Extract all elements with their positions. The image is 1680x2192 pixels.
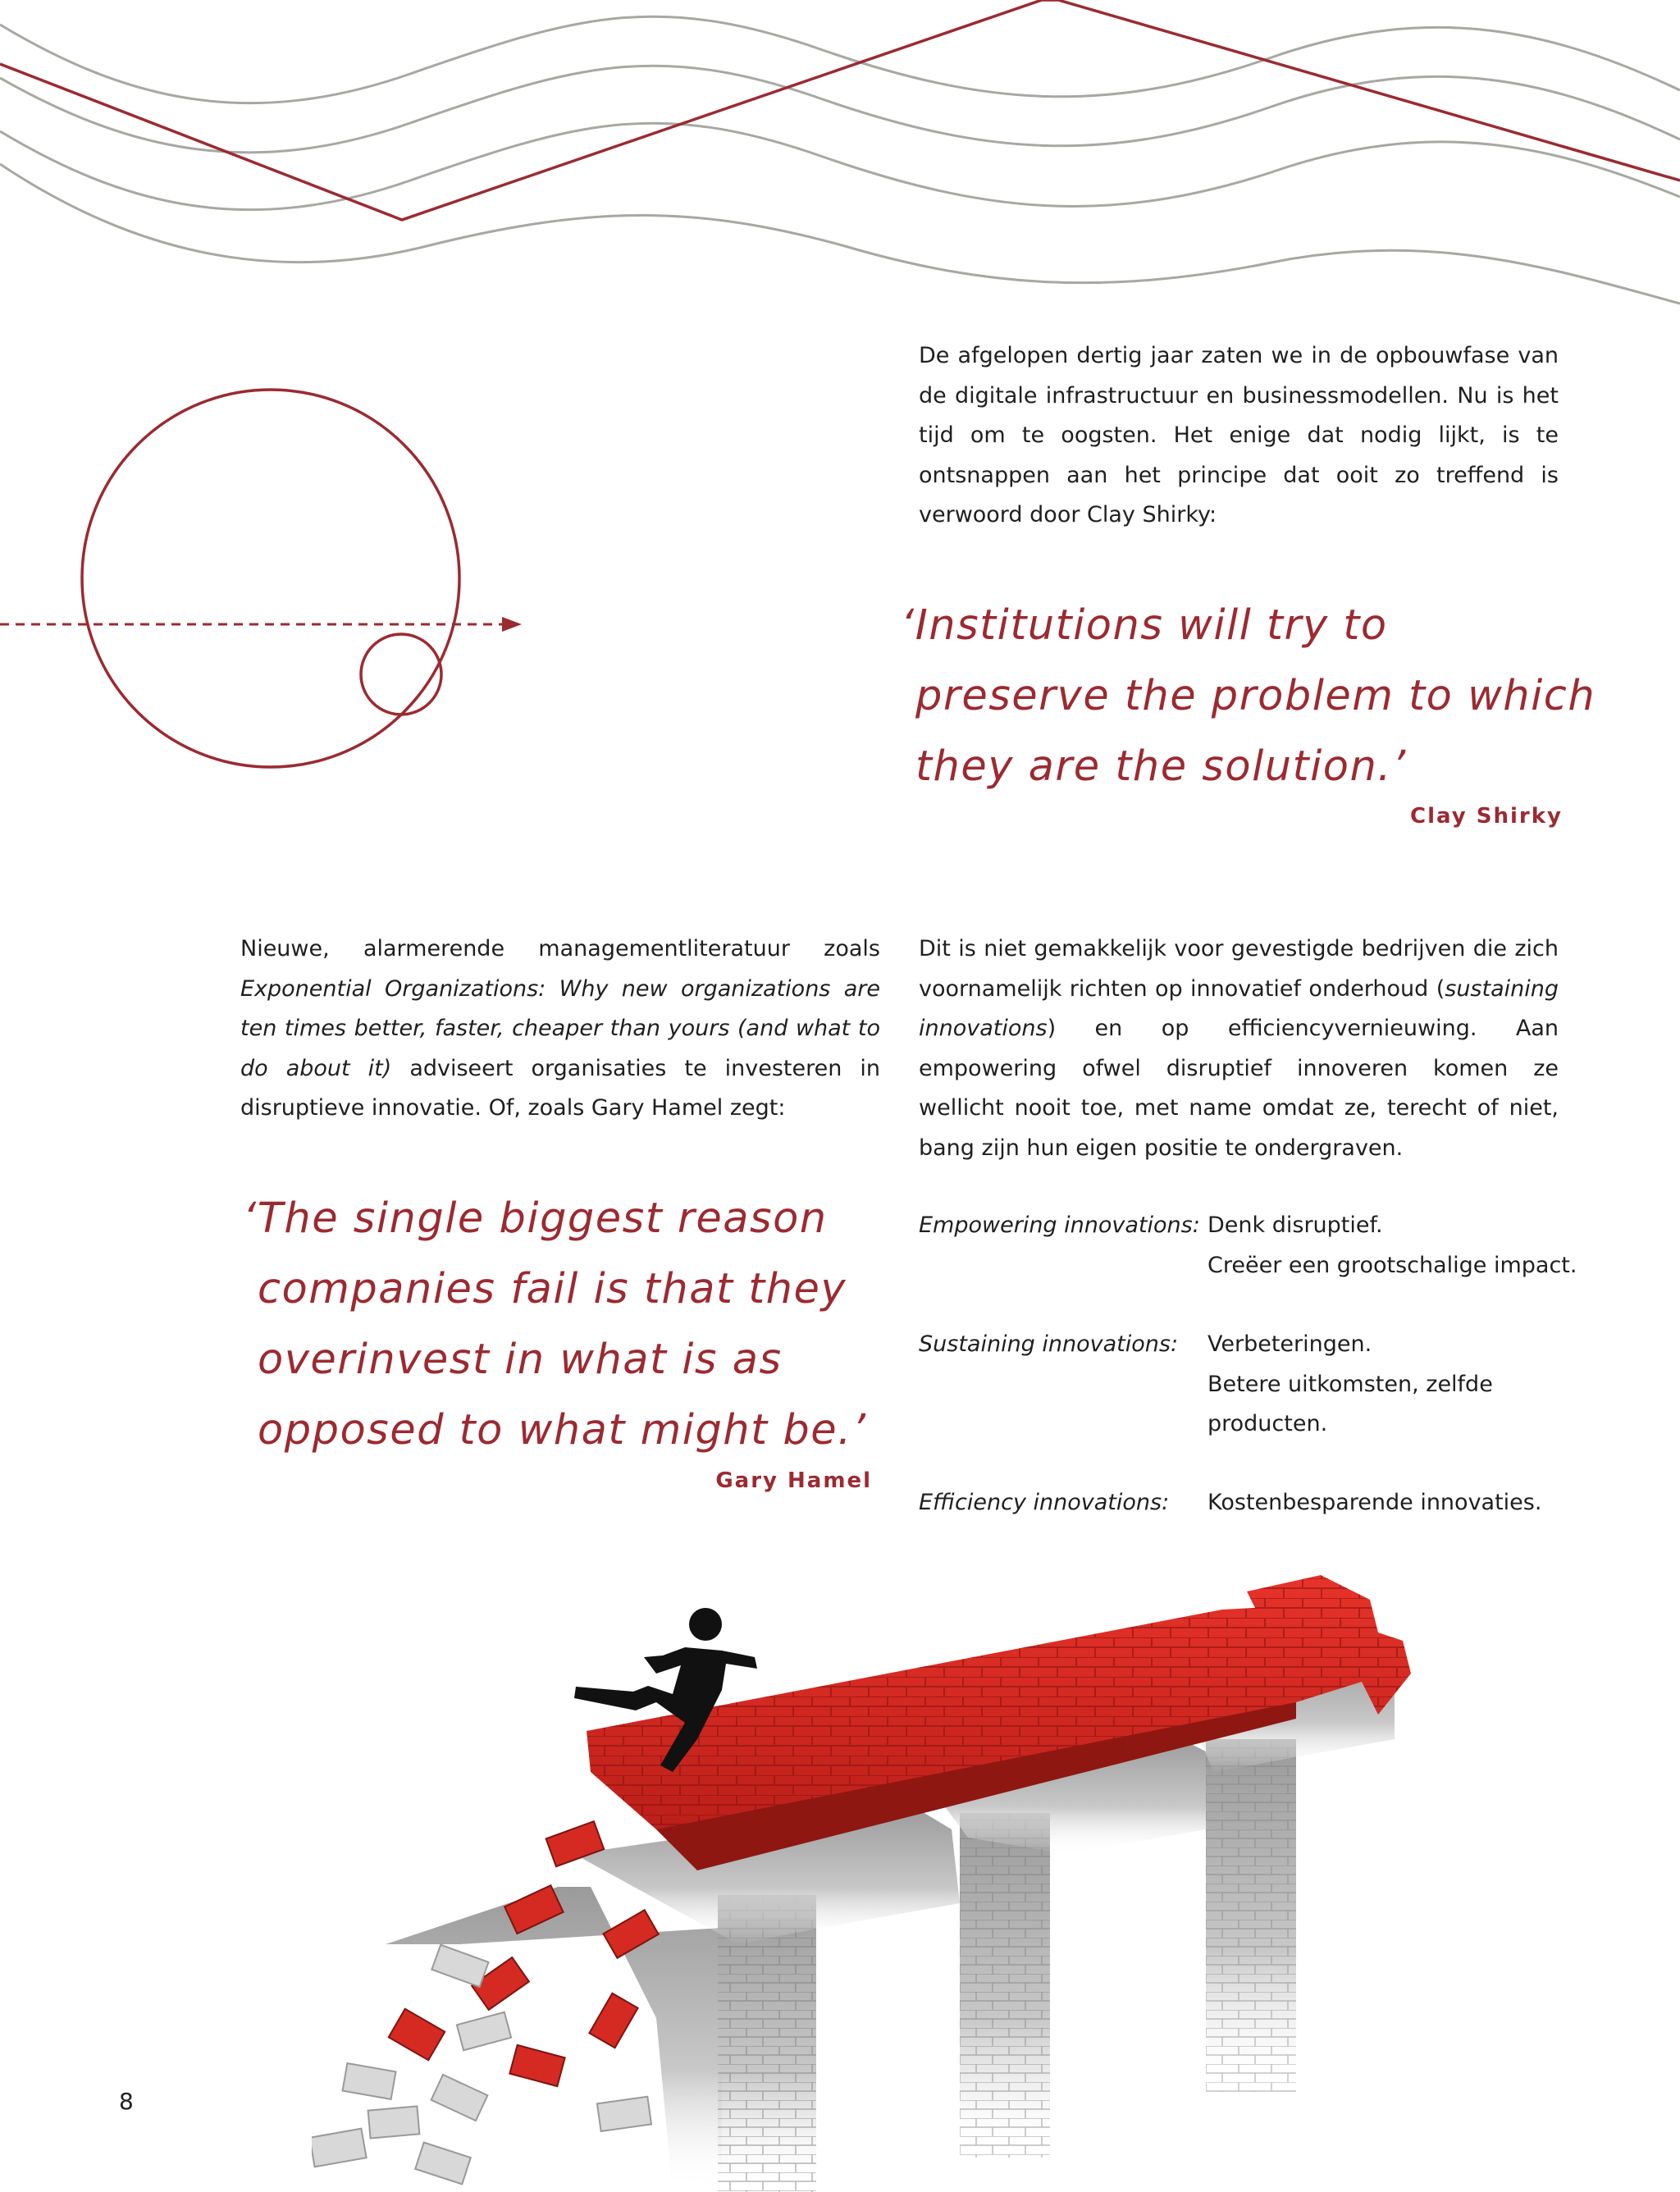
- innovation-line: Denk disruptief.: [1208, 1212, 1383, 1238]
- quote-shirky: [901, 591, 1623, 802]
- quote-hamel-author: Gary Hamel: [715, 1468, 872, 1493]
- quote-shirky-author: Clay Shirky: [1410, 804, 1563, 829]
- sustaining-term: sustaining innovations: [919, 975, 1559, 1041]
- left-text-1: Nieuwe, alarmerende managementliteratuur zoals: [240, 936, 880, 961]
- quote-hamel-text: [243, 1184, 899, 1466]
- decorative-wave-lines: [0, 0, 1680, 328]
- innovation-label: Efficiency innovations:: [919, 1490, 1170, 1515]
- innovation-label: Empowering innovations:: [919, 1212, 1200, 1238]
- innovation-line: Betere uitkomsten, zelfde producten.: [1208, 1371, 1493, 1436]
- right-column-paragraph: [919, 929, 1559, 1168]
- circle-arrow-graphic: [0, 377, 558, 788]
- falling-grey-bricks: [312, 1945, 651, 2185]
- quote-hamel: [243, 1184, 899, 1466]
- innovation-sustaining: [919, 1325, 1608, 1436]
- left-text-2: adviseert organisaties te investeren in disruptieve innovatie. Of, zoals Gary Hamel zegt:: [240, 1055, 880, 1121]
- brick-bridge-runner-illustration: [312, 1559, 1575, 2192]
- innovation-line: Verbeteringen.: [1208, 1331, 1372, 1357]
- quote-line: overinvest in what is as: [258, 1336, 783, 1384]
- innovation-description: [1208, 1206, 1618, 1286]
- right-text-2: ) en op efficiencyvernieuwing. Aan empowering ofwel disruptief innoveren komen ze wellicht nooit toe, met name omdat ze, terecht of niet, bang zijn hun eigen positie te ondergraven.: [919, 1016, 1559, 1161]
- page-number: 8: [119, 2088, 134, 2115]
- quote-line: opposed to what might be.’: [258, 1406, 867, 1454]
- innovation-line: Creëer een grootschalige impact.: [1208, 1252, 1577, 1278]
- quote-line: preserve the problem to which: [915, 672, 1596, 720]
- innovation-description: [1208, 1325, 1503, 1445]
- quote-line: they are the solution.’: [915, 742, 1407, 791]
- quote-line: companies fail is that they: [258, 1265, 847, 1313]
- right-text-1: Dit is niet gemakkelijk voor gevestigde bedrijven die zich voornamelijk richten op innovatief onderhoud (: [919, 936, 1559, 1002]
- innovation-empowering: [919, 1206, 1608, 1288]
- quote-shirky-text: [901, 591, 1623, 802]
- left-column-paragraph: [240, 929, 880, 1129]
- innovation-efficiency: [919, 1483, 1608, 1524]
- quote-line: ‘Institutions will try to: [901, 601, 1388, 650]
- intro-paragraph: De afgelopen dertig jaar zaten we in de opbouwfase van de digitale infrastructuur en businessmodellen. Nu is het tijd om te oogsten. Het enige dat nodig lijkt, is te ontsnappen aan het principe dat ooit zo treffend is verwoord door Clay Shirky:: [919, 343, 1559, 527]
- innovation-description: [1208, 1483, 1618, 1523]
- book-title: Exponential Organizations: Why new organizations are ten times better, faster, cheaper than yours (and what to do about it): [240, 975, 880, 1081]
- innovation-line: Kostenbesparende innovaties.: [1208, 1490, 1542, 1515]
- quote-line: ‘The single biggest reason: [243, 1194, 828, 1243]
- innovation-label: Sustaining innovations:: [919, 1331, 1179, 1357]
